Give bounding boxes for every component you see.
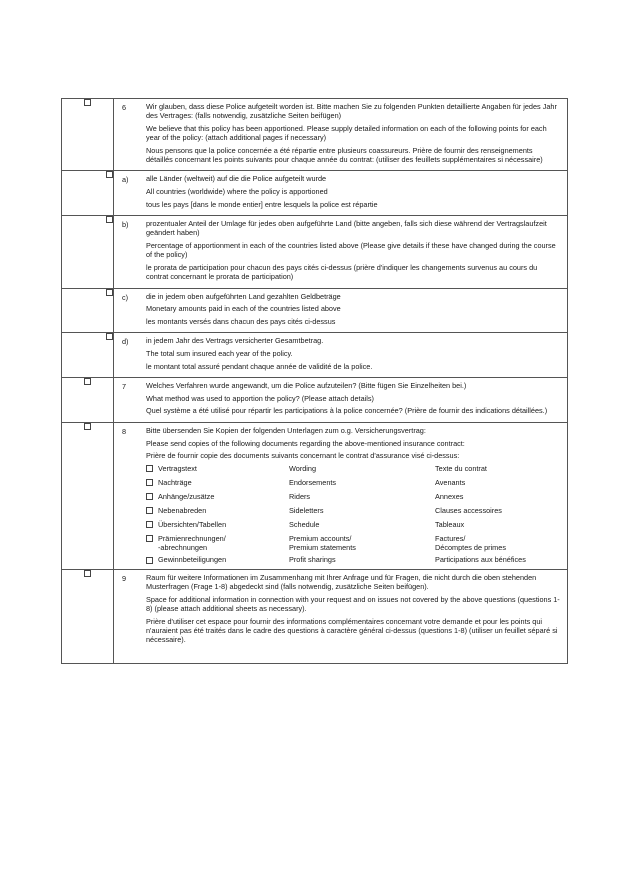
question-text-en: Please send copies of the following documents regarding the above-mentioned insurance contract: <box>146 438 465 448</box>
document-label-de: Übersichten/Tabellen <box>158 519 227 529</box>
question-text-de: Bitte übersenden Sie Kopien der folgenden Unterlagen zum o.g. Versicherungsvertrag: <box>146 425 426 435</box>
subquestion-text-en: The total sum insured each year of the policy. <box>146 348 293 358</box>
document-checkbox[interactable] <box>146 479 153 486</box>
checkbox-q6a[interactable] <box>106 171 113 178</box>
document-label-de: Prämienrechnungen/ -abrechnungen <box>158 533 226 552</box>
question-text-de: Raum für weitere Informationen im Zusammenhang mit Ihrer Anfrage und für Fragen, die nicht durch die oben stehenden Musterfragen (Frage 1-8) abgedeckt sind (falls notwendig, zusätzliche Seiten beifügen). <box>146 573 537 592</box>
question-text-de: Wir glauben, dass diese Police aufgeteilt worden ist. Bitte machen Sie zu folgenden Punkten detaillierte Angaben für jedes Jahr des Vertrages: (falls notwendig, zusätzliche Seiten beifügen) <box>146 102 557 121</box>
subquestion-text-fr: le montant total assuré pendant chaque année de validité de la police. <box>146 361 373 371</box>
question-text-en: What method was used to apportion the policy? (Please attach details) <box>146 393 374 403</box>
document-label-en: Wording <box>289 463 317 473</box>
subquestion-text-de: die in jedem oben aufgeführten Land gezahlten Geldbeträge <box>146 291 341 301</box>
checkbox-q6b[interactable] <box>106 216 113 223</box>
subquestion-text-fr: les montants versés dans chacun des pays cités ci-dessus <box>146 316 336 326</box>
subquestion-text-de: prozentualer Anteil der Umlage für jedes oben aufgeführte Land (bitte angeben, falls sich diese während der Vertragslaufzeit geändert haben) <box>146 219 547 238</box>
document-label-de: Nachträge <box>158 477 192 487</box>
checkbox-q6d[interactable] <box>106 333 113 340</box>
subquestion-row-6a <box>62 171 568 216</box>
question-number: 6 <box>122 103 127 112</box>
subquestion-text-fr: le prorata de participation pour chacun des pays cités ci-dessus (prière d'indiquer les changements survenus au cours du contrat concernant le prorata de participation) <box>146 262 538 281</box>
document-label-fr: Participations aux bénéfices <box>435 555 526 565</box>
document-label-en: Sideletters <box>289 505 324 515</box>
subquestion-label: d) <box>122 337 129 347</box>
document-checkbox[interactable] <box>146 465 153 472</box>
subquestion-label: a) <box>122 175 129 185</box>
checkbox-q6c[interactable] <box>106 289 113 296</box>
question-number: 8 <box>122 426 127 436</box>
document-checkbox[interactable] <box>146 557 153 564</box>
subquestion-label: b) <box>122 220 129 230</box>
subquestion-label: c) <box>122 292 129 302</box>
document-label-de: Anhänge/zusätze <box>158 491 215 501</box>
questionnaire-table <box>61 98 568 664</box>
checkbox-q6[interactable] <box>84 99 91 106</box>
question-row-8 <box>62 422 568 569</box>
checkbox-q7[interactable] <box>84 378 91 385</box>
document-label-en: Premium accounts/ Premium statements <box>289 533 356 552</box>
documents-list <box>146 464 561 566</box>
document-label-en: Schedule <box>289 519 320 529</box>
document-label-fr: Avenants <box>435 477 466 487</box>
document-label-de: Nebenabreden <box>158 505 207 515</box>
document-checkbox[interactable] <box>146 521 153 528</box>
document-label-fr: Texte du contrat <box>435 463 487 473</box>
question-text-fr: Quel système a été utilisé pour répartir les participations à la police concernée? (Prière de fournir des indications détaillées.) <box>146 406 548 416</box>
question-number: 9 <box>122 574 127 584</box>
document-label-en: Endorsements <box>289 477 337 487</box>
subquestion-text-de: in jedem Jahr des Vertrags versicherter Gesamtbetrag. <box>146 336 324 346</box>
subquestion-row-6d <box>62 333 568 378</box>
document-label-en: Riders <box>289 491 311 501</box>
document-label-fr: Factures/ Décomptes de primes <box>435 533 506 552</box>
document-label-de: Vertragstext <box>158 463 197 473</box>
document-checkbox[interactable] <box>146 535 153 542</box>
question-text-en: We believe that this policy has been apportioned. Please supply detailed information on each of the following points for each year of the policy: (attach additional pages if necessary) <box>146 123 547 142</box>
subquestion-text-fr: tous les pays [dans le monde entier] entre lesquels la police est répartie <box>146 199 378 209</box>
question-number: 7 <box>122 382 127 392</box>
question-row-6 <box>62 99 568 171</box>
document-label-de: Gewinnbeteiligungen <box>158 555 227 565</box>
subquestion-text-en: All countries (worldwide) where the policy is apportioned <box>146 186 328 196</box>
document-label-fr: Tableaux <box>435 519 465 529</box>
question-text-fr: Nous pensons que la police concernée a été répartie entre plusieurs coassureurs. Prière de fournir des renseignements détaillés concernant les points suivants pour chaque année du contrat: (utiliser des feuillets supplémentaires si nécessaire) <box>146 145 543 164</box>
question-text-en: Space for additional information in connection with your request and on issues not covered by the above questions (questions 1-8) (please attach additional sheets as necessary). <box>146 594 560 614</box>
question-text-de: Welches Verfahren wurde angewandt, um die Police aufzuteilen? (Bitte fügen Sie Einzelheiten bei.) <box>146 381 467 391</box>
checkbox-q9[interactable] <box>84 570 91 577</box>
subquestion-text-en: Percentage of apportionment in each of the countries listed above (Please give details if these have changed during the course of the policy) <box>146 240 556 260</box>
document-label-en: Profit sharings <box>289 555 336 565</box>
document-checkbox[interactable] <box>146 507 153 514</box>
subquestion-row-6c <box>62 288 568 333</box>
document-label-fr: Clauses accessoires <box>435 505 502 515</box>
question-row-9 <box>62 570 568 664</box>
question-row-7 <box>62 378 568 423</box>
checkbox-q8[interactable] <box>84 423 91 430</box>
subquestion-text-en: Monetary amounts paid in each of the countries listed above <box>146 304 341 314</box>
document-label-fr: Annexes <box>435 491 464 501</box>
document-checkbox[interactable] <box>146 493 153 500</box>
subquestion-row-6b <box>62 216 568 288</box>
question-text-fr: Prière de fournir copie des documents suivants concernant le contrat d'assurance visé ci-dessus: <box>146 451 460 461</box>
subquestion-text-de: alle Länder (weltweit) auf die die Police aufgeteilt wurde <box>146 174 327 184</box>
question-text-fr: Prière d'utiliser cet espace pour fournir des informations complémentaires concernant votre demande et pour les points qui n'auraient pas été traités dans le cadre des questions à caractère général ci-dessus (questions 1-8) (utiliser un feuillet séparé si nécessaire). <box>146 616 558 645</box>
